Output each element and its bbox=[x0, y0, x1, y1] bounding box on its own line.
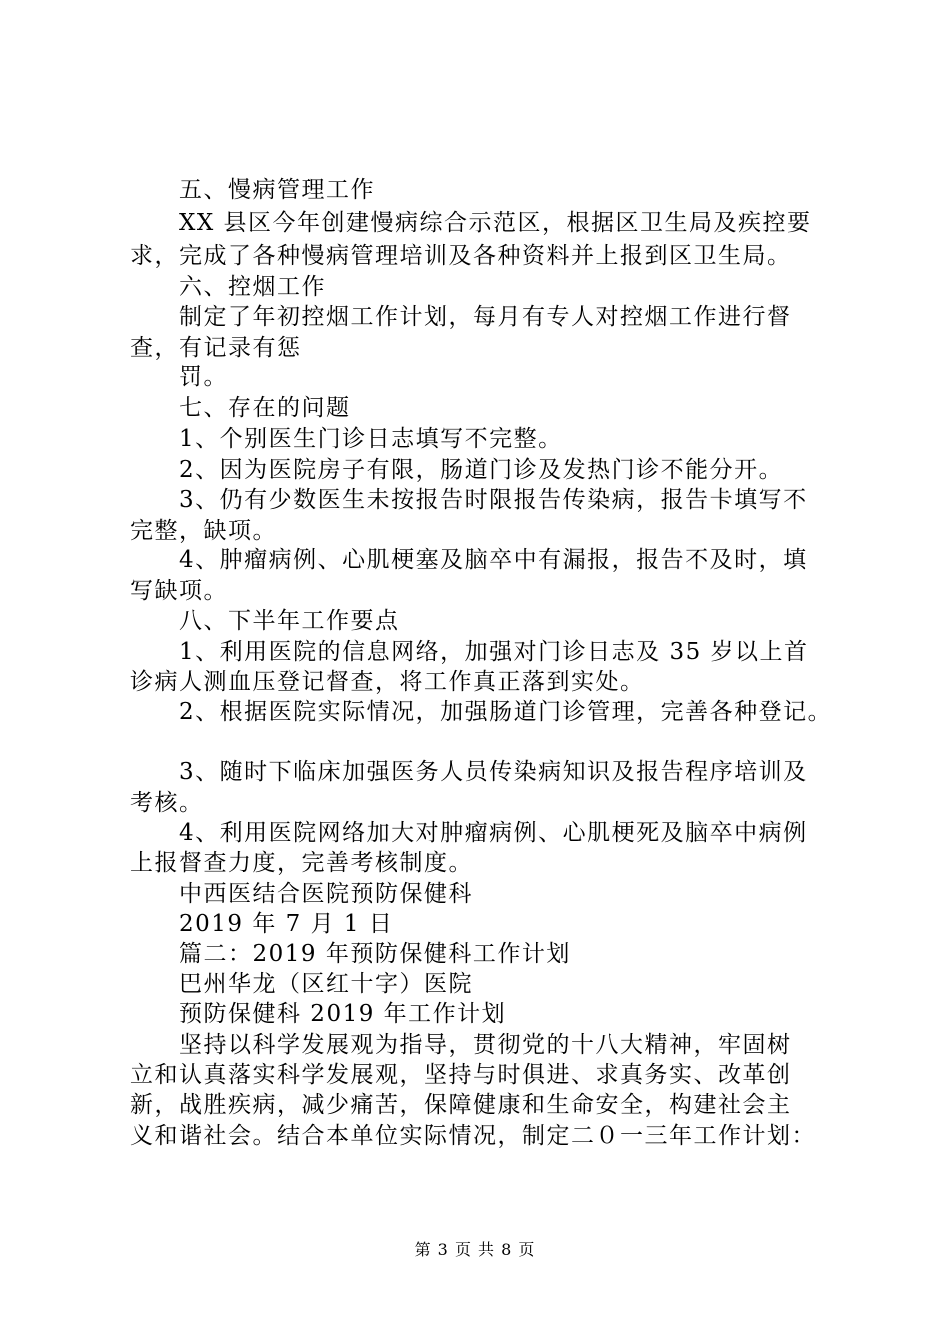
paragraph-line: 查，有记录有惩 bbox=[130, 335, 302, 361]
signature-department: 中西医结合医院预防保健科 bbox=[179, 881, 473, 907]
list-item: 4、利用医院网络加大对肿瘤病例、心肌梗死及脑卒中病例 bbox=[179, 820, 808, 846]
list-item-continuation: 上报督查力度，完善考核制度。 bbox=[130, 850, 473, 876]
page-footer: 第 3 页 共 8 页 bbox=[414, 1240, 536, 1259]
article-title: 篇二：2019 年预防保健科工作计划 bbox=[179, 941, 571, 967]
paragraph-line: 求，完成了各种慢病管理培训及各种资料并上报到区卫生局。 bbox=[130, 243, 792, 269]
paragraph-line: 制定了年初控烟工作计划，每月有专人对控烟工作进行督 bbox=[179, 304, 792, 330]
list-item-continuation: 写缺项。 bbox=[130, 578, 228, 604]
list-item: 4、肿瘤病例、心肌梗塞及脑卒中有漏报，报告不及时，填 bbox=[179, 547, 808, 573]
list-item: 2、因为医院房子有限，肠道门诊及发热门诊不能分开。 bbox=[179, 457, 784, 483]
paragraph-line: XX 县区今年创建慢病综合示范区，根据区卫生局及疾控要 bbox=[179, 210, 812, 236]
list-item-continuation: 诊病人测血压登记督查，将工作真正落到实处。 bbox=[130, 669, 645, 695]
section-heading-existing-problems: 七、存在的问题 bbox=[179, 395, 351, 421]
list-item-continuation: 完整，缺项。 bbox=[130, 518, 277, 544]
signature-date: 2019 年 7 月 1 日 bbox=[179, 911, 394, 937]
list-item: 1、利用医院的信息网络，加强对门诊日志及 35 岁以上首 bbox=[179, 639, 809, 665]
paragraph-line: 坚持以科学发展观为指导，贯彻党的十八大精神，牢固树 bbox=[179, 1032, 792, 1058]
list-item: 2、根据医院实际情况，加强肠道门诊管理，完善各种登记。 bbox=[179, 699, 833, 725]
paragraph-line: 义和谐社会。结合本单位实际情况，制定二０一三年工作计划： bbox=[130, 1123, 816, 1149]
section-heading-tobacco-control: 六、控烟工作 bbox=[179, 274, 326, 300]
paragraph-line: 立和认真落实科学发展观，坚持与时俱进、求真务实、改革创 bbox=[130, 1062, 792, 1088]
hospital-name: 巴州华龙（区红十字）医院 bbox=[179, 971, 473, 997]
list-item: 1、个别医生门诊日志填写不完整。 bbox=[179, 426, 563, 452]
list-item-continuation: 考核。 bbox=[130, 790, 204, 816]
section-heading-second-half-plan: 八、下半年工作要点 bbox=[179, 608, 400, 634]
list-item: 3、仍有少数医生未按报告时限报告传染病，报告卡填写不 bbox=[179, 487, 808, 513]
paragraph-line: 新，战胜疾病，减少痛苦，保障健康和生命安全，构建社会主 bbox=[130, 1092, 792, 1118]
plan-title: 预防保健科 2019 年工作计划 bbox=[179, 1001, 507, 1027]
list-item: 3、随时下临床加强医务人员传染病知识及报告程序培训及 bbox=[179, 759, 808, 785]
section-heading-chronic-disease: 五、慢病管理工作 bbox=[179, 177, 375, 203]
paragraph-line: 罚。 bbox=[179, 364, 228, 390]
